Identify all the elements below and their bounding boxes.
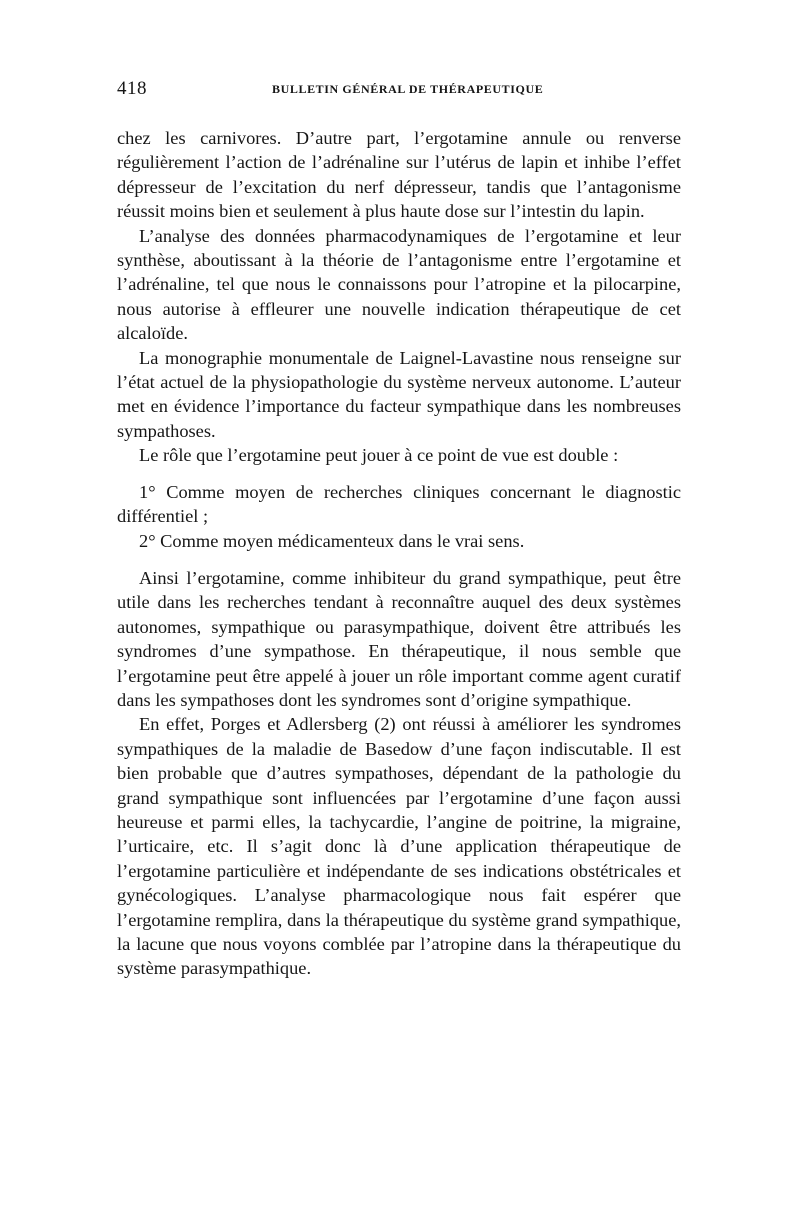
list-item-diagnostic: 1° Comme moyen de recherches cliniques concernant le diagnostic différentiel ;: [117, 481, 681, 527]
document-page: [117, 78, 681, 981]
running-title: BULLETIN GÉNÉRAL DE THÉRAPEUTIQUE: [272, 82, 544, 96]
list-item-therapeutic: 2° Comme moyen médicamenteux dans le vrai sens.: [139, 530, 525, 551]
paragraph-porges-adlersberg: En effet, Porges et Adlersberg (2) ont réussi à améliorer les syndromes sympathiques de la maladie de Basedow d’une façon indiscutable. Il est bien probable que d’autres sympathoses, dépendant de la pathologie du grand sympathique sont influencées par l’ergotamine d’une façon aussi heureuse et parmi elles, la tachycardie, l’angine de poitrine, la migraine, l’urticaire, etc. Il s’agit donc là d’une application thérapeutique de l’ergotamine particulière et indépendante de ses indications obstétricales et gynécologiques. L’analyse pharmacologique nous fait espérer que l’ergotamine remplira, dans la thérapeutique du système grand sympathique, la lacune que nous voyons comblée par l’atropine dans la thérapeutique du système parasympathique.: [117, 714, 681, 979]
paragraph-inhibitor: Ainsi l’ergotamine, comme inhibiteur du grand sympathique, peut être utile dans les recherches tendant à reconnaître auquel des deux systèmes autonomes, sympathique ou parasympathique, doivent être attribués les syndromes d’une sympathose. En thérapeutique, il nous semble que l’ergotamine peut être appelé à jouer un rôle important comme agent curatif dans les sympathoses dont les syndromes sont d’origine sympathique.: [117, 567, 681, 710]
paragraph-continuation: chez les carnivores. D’autre part, l’ergotamine annule ou renverse régulièrement l’action de l’adrénaline sur l’utérus de lapin et inhibe l’effet dépresseur de l’excitation du nerf dépresseur, tandis que l’antagonisme réussit moins bien et seulement à plus haute dose sur l’intestin du lapin.: [117, 128, 681, 222]
page-header: [117, 78, 681, 104]
paragraph-pharmacodynamics: L’analyse des données pharmacodynamiques de l’ergotamine et leur synthèse, aboutissant à la théorie de l’antagonisme entre l’ergotamine et l’adrénaline, tel que nous le connaissons pour l’atropine et la pilocarpine, nous autorise à effleurer une nouvelle indication thérapeutique de cet alcaloïde.: [117, 225, 681, 344]
page-number: 418: [117, 78, 147, 99]
paragraph-monograph: La monographie monumentale de Laignel-Lavastine nous renseigne sur l’état actuel de la physiopathologie du système nerveux autonome. L’auteur met en évidence l’importance du facteur sympathique dans les nombreuses sympathoses.: [117, 347, 681, 441]
paragraph-double-role: Le rôle que l’ergotamine peut jouer à ce point de vue est double :: [139, 445, 619, 466]
body-text: [117, 126, 681, 981]
